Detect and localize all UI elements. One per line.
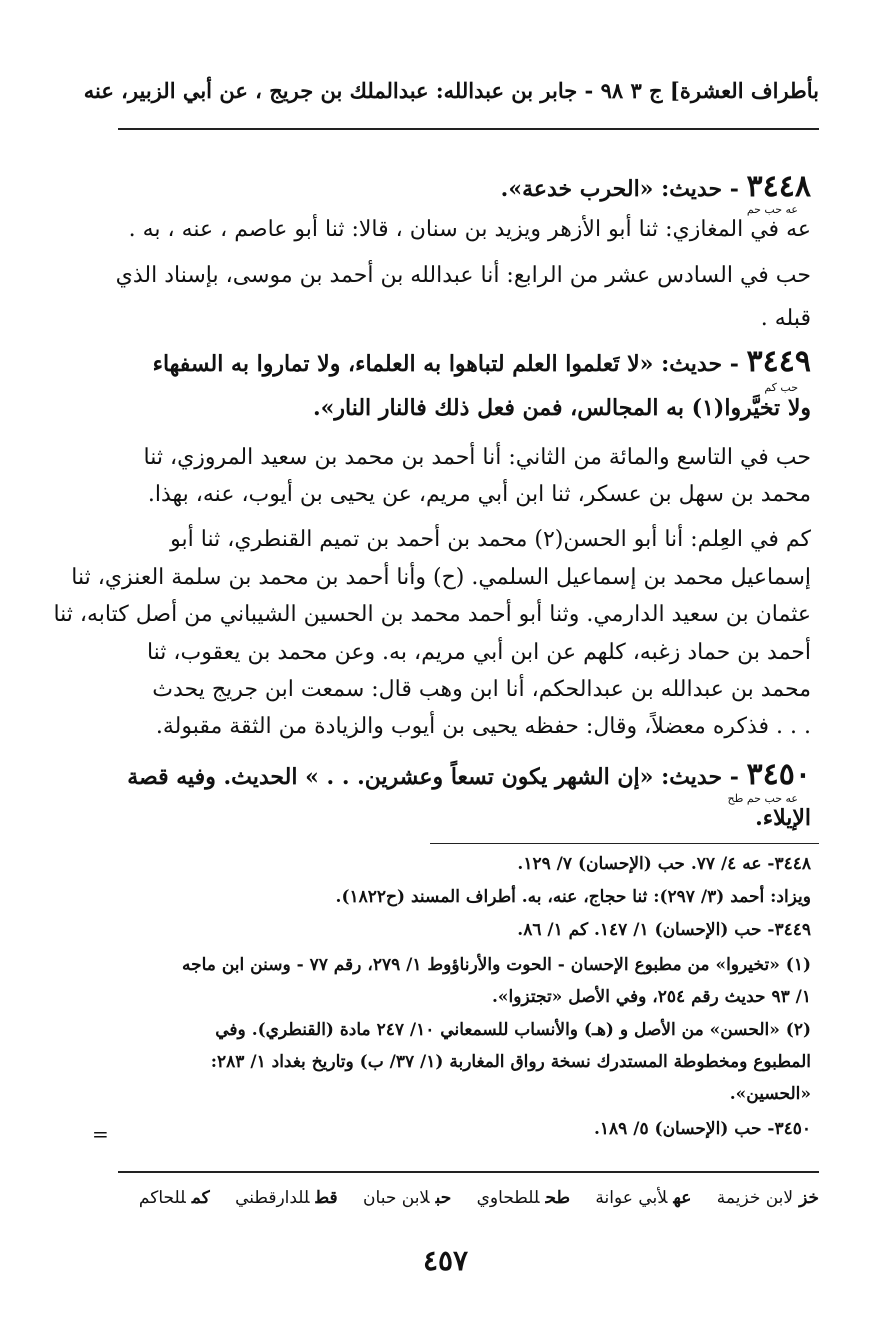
entry-heading-text: - حديث: «إن الشهر يكون تسعاً وعشرين. . . » الحديث. وفيه قصة bbox=[127, 764, 739, 790]
entry-number: ٣٤٤٨ bbox=[746, 169, 811, 204]
legend-item: قطللدارقطني bbox=[235, 1188, 338, 1208]
entry-line: أحمد بن حماد زغبه، كلهم عن ابن أبي مريم، به. وعن محمد بن يعقوب، ثنا bbox=[146, 640, 811, 665]
footnote-rule bbox=[430, 843, 819, 844]
footnote-line: ويزاد: أحمد (٣/ ٢٩٧): ثنا حجاج، عنه، به. أطراف المسند (ح١٨٢٢). bbox=[335, 887, 811, 907]
footnote-line: (١) «تخيروا» من مطبوع الإحسان - الحوت والأرناؤوط ١/ ٢٧٩، رقم ٧٧ - وسنن ابن ماجه bbox=[182, 955, 811, 975]
running-header: بأطراف العشرة] ج ٣ ٩٨ - جابر بن عبدالله: عبدالملك بن جريج ، عن أبي الزبير، عنه bbox=[83, 78, 819, 103]
entry-line: إسماعيل محمد بن إسماعيل السلمي. (ح) وأنا أحمد بن محمد بن سلمة العنزي، ثنا bbox=[71, 565, 811, 590]
entry-heading bbox=[118, 170, 811, 203]
sigla-legend bbox=[118, 1188, 819, 1208]
entry-line: كم في العِلم: أنا أبو الحسن(٢) محمد بن أحمد بن تميم القنطري، ثنا أبو bbox=[170, 527, 811, 552]
entry-number: ٣٤٤٩ bbox=[746, 344, 811, 379]
legend-item: خزلابن خزيمة bbox=[716, 1188, 819, 1208]
entry-line: محمد بن سهل بن عسكر، ثنا ابن أبي مريم، عن يحيى بن أيوب، عنه، بهذا. bbox=[147, 482, 811, 507]
entry-heading-text: - حديث: «لا تَعلموا العلم لتباهوا به العلماء، ولا تماروا به السفهاء bbox=[152, 351, 739, 377]
legend-rule bbox=[118, 1171, 819, 1173]
entry-heading bbox=[118, 758, 811, 791]
footnote-line: (٢) «الحسن» من الأصل و (هـ) والأنساب للسمعاني ١٠/ ٢٤٧ مادة (القنطري). وفي bbox=[215, 1020, 811, 1040]
legend-item: طحللطحاوي bbox=[476, 1188, 571, 1208]
entry-line: قبله . bbox=[760, 306, 811, 331]
footnote-line: ١/ ٩٣ حديث رقم ٢٥٤، وفي الأصل «تجتزوا». bbox=[491, 987, 811, 1007]
entry-line: . . . فذكره معضلاً، وقال: حفظه يحيى بن أيوب والزيادة من الثقة مقبولة. bbox=[155, 714, 811, 739]
legend-item: حبلابن حبان bbox=[363, 1188, 452, 1208]
footnote-line: ٣٤٤٩- حب (الإحسان) ١/ ١٤٧. كم ١/ ٨٦. bbox=[517, 920, 811, 940]
legend-item: كمللحاكم bbox=[138, 1188, 210, 1208]
entry-line: حب في التاسع والمائة من الثاني: أنا أحمد بن محمد بن سعيد المروزي، ثنا bbox=[143, 445, 811, 470]
legend-item: عهلأبي عوانة bbox=[595, 1188, 692, 1208]
footnote-line: ٣٤٥٠- حب (الإحسان) ٥/ ١٨٩. bbox=[594, 1119, 811, 1139]
entry-line: حب في السادس عشر من الرابع: أنا عبدالله بن أحمد بن موسى، بإسناد الذي bbox=[115, 263, 811, 288]
entry-heading bbox=[118, 345, 811, 378]
entry-sigla: عه حب حم bbox=[746, 203, 798, 216]
continuation-mark: = bbox=[92, 1122, 109, 1146]
page-number: ٤٥٧ bbox=[422, 1244, 469, 1277]
entry-sigla: حب كم bbox=[764, 381, 798, 394]
footnote-line: «الحسين». bbox=[729, 1084, 811, 1104]
footnote-line: المطبوع ومخطوطة المستدرك نسخة رواق المغاربة (١/ ٣٧/ ب) وتاريخ بغداد ١/ ٢٨٣: bbox=[210, 1052, 811, 1072]
entry-heading-text: - حديث: «الحرب خدعة». bbox=[500, 176, 739, 202]
entry-heading-continued: ولا تخيَّروا(١) به المجالس، فمن فعل ذلك فالنار النار». bbox=[312, 395, 811, 421]
entry-number: ٣٤٥٠ bbox=[746, 757, 811, 792]
entry-sigla: عه حب حم طح bbox=[727, 792, 798, 805]
entry-heading-continued: الإيلاء. bbox=[755, 805, 811, 831]
entry-line: محمد بن عبدالله بن عبدالحكم، أنا ابن وهب قال: سمعت ابن جريج يحدث bbox=[152, 677, 811, 702]
header-rule bbox=[118, 128, 819, 130]
footnote-line: ٣٤٤٨- عه ٤/ ٧٧. حب (الإحسان) ٧/ ١٢٩. bbox=[517, 854, 811, 874]
entry-line: عه في المغازي: ثنا أبو الأزهر ويزيد بن سنان ، قالا: ثنا أبو عاصم ، عنه ، به . bbox=[128, 217, 811, 242]
entry-line: عثمان بن سعيد الدارمي. وثنا أبو أحمد محمد بن الحسين الشيباني من أصل كتابه، ثنا bbox=[53, 602, 811, 627]
